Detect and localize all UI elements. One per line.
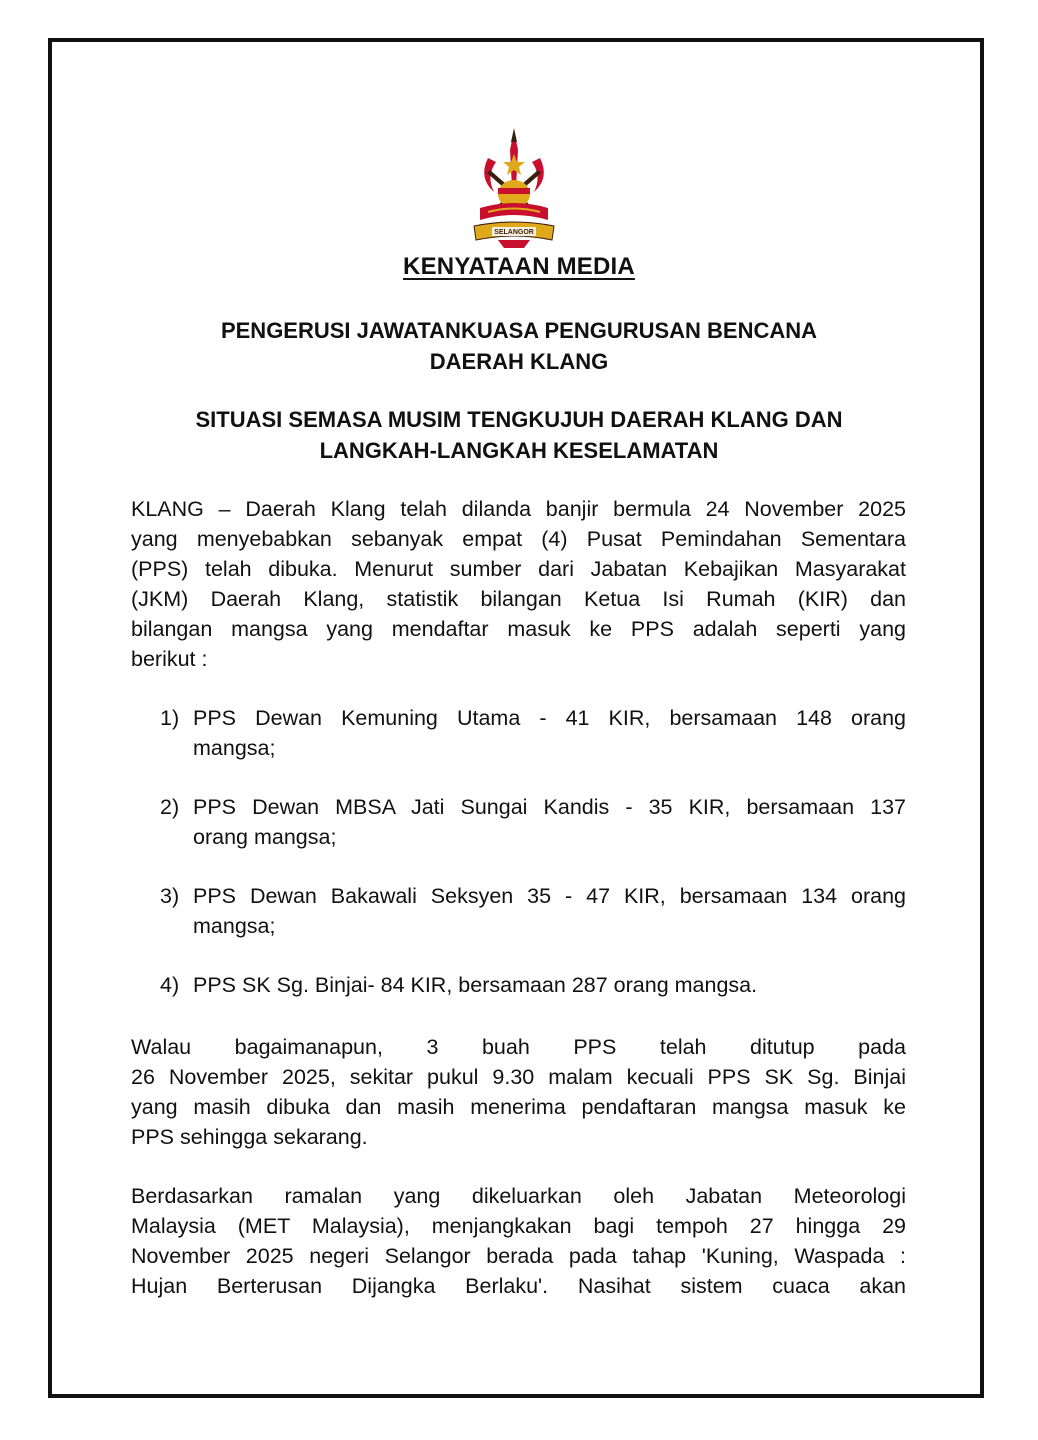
intro-line: KLANG – Daerah Klang telah dilanda banjir bermula 24 November 2025 bbox=[131, 497, 906, 521]
list-number: 1) bbox=[160, 706, 180, 730]
intro-line: (JKM) Daerah Klang, statistik bilangan Ketua Isi Rumah (KIR) dan bbox=[131, 587, 906, 611]
list-item bbox=[160, 703, 906, 763]
list-item-line: orang mangsa; bbox=[193, 825, 337, 849]
committee-heading bbox=[0, 315, 1038, 377]
forecast-line: Berdasarkan ramalan yang dikeluarkan oleh Jabatan Meteorologi bbox=[131, 1184, 906, 1208]
forecast-line: November 2025 negeri Selangor berada pada tahap 'Kuning, Waspada : bbox=[131, 1244, 906, 1268]
intro-line: yang menyebabkan sebanyak empat (4) Pusat Pemindahan Sementara bbox=[131, 527, 906, 551]
svg-text:SELANGOR: SELANGOR bbox=[494, 229, 534, 236]
list-item bbox=[160, 970, 906, 1000]
evacuation-centre-list bbox=[160, 703, 906, 1029]
intro-paragraph bbox=[131, 494, 906, 674]
forecast-paragraph bbox=[131, 1181, 906, 1301]
list-item-line: mangsa; bbox=[193, 736, 276, 760]
forecast-line: Malaysia (MET Malaysia), menjangkakan bagi tempoh 27 hingga 29 bbox=[131, 1214, 906, 1238]
closure-line: yang masih dibuka dan masih menerima pendaftaran mangsa masuk ke bbox=[131, 1095, 906, 1119]
intro-line: bilangan mangsa yang mendaftar masuk ke PPS adalah seperti yang bbox=[131, 617, 906, 641]
closure-paragraph bbox=[131, 1032, 906, 1152]
intro-line: (PPS) telah dibuka. Menurut sumber dari Jabatan Kebajikan Masyarakat bbox=[131, 557, 906, 581]
committee-heading-line-2: DAERAH KLANG bbox=[429, 349, 609, 374]
list-number: 4) bbox=[160, 973, 180, 997]
intro-line: berikut : bbox=[131, 647, 208, 671]
list-item-line: PPS Dewan MBSA Jati Sungai Kandis - 35 KIR, bersamaan 137 bbox=[193, 795, 906, 819]
subject-heading bbox=[0, 404, 1038, 466]
list-item-line: PPS Dewan Bakawali Seksyen 35 - 47 KIR, bersamaan 134 orang bbox=[193, 884, 906, 908]
closure-line: PPS sehingga sekarang. bbox=[131, 1125, 368, 1149]
list-item-line: mangsa; bbox=[193, 914, 276, 938]
list-number: 3) bbox=[160, 884, 180, 908]
page-title: KENYATAAN MEDIA bbox=[403, 253, 635, 280]
committee-heading-line-1: PENGERUSI JAWATANKUASA PENGURUSAN BENCANA bbox=[220, 318, 818, 343]
list-item-line: PPS SK Sg. Binjai- 84 KIR, bersamaan 287 orang mangsa. bbox=[193, 973, 758, 997]
forecast-line: Hujan Berterusan Dijangka Berlaku'. Nasihat sistem cuaca akan bbox=[131, 1274, 906, 1298]
closure-line: Walau bagaimanapun, 3 buah PPS telah ditutup pada bbox=[131, 1035, 906, 1059]
selangor-crest-icon bbox=[468, 128, 560, 250]
list-item bbox=[160, 881, 906, 941]
list-number: 2) bbox=[160, 795, 180, 819]
closure-line: 26 November 2025, sekitar pukul 9.30 malam kecuali PPS SK Sg. Binjai bbox=[131, 1065, 906, 1089]
subject-heading-line-2: LANGKAH-LANGKAH KESELAMATAN bbox=[319, 438, 719, 463]
list-item bbox=[160, 792, 906, 852]
subject-heading-line-1: SITUASI SEMASA MUSIM TENGKUJUH DAERAH KLANG DAN bbox=[195, 407, 843, 432]
list-item-line: PPS Dewan Kemuning Utama - 41 KIR, bersamaan 148 orang bbox=[193, 706, 906, 730]
